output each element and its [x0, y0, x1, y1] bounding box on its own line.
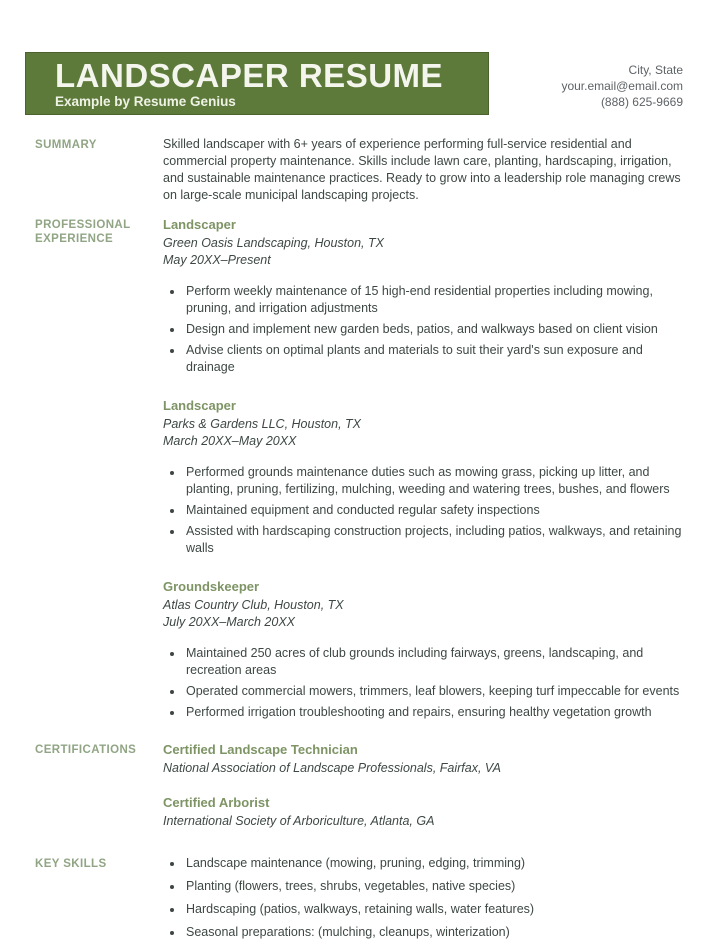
- job-title: Landscaper: [163, 217, 236, 232]
- page-title: LANDSCAPER RESUME: [55, 57, 444, 94]
- job-bullet-list: [163, 464, 685, 557]
- certification-org: International Society of Arboriculture, Atlanta, GA: [163, 814, 435, 828]
- job-bullet: • Assisted with hardscaping construction projects, including patios, walkways, and retaining walls: [184, 523, 685, 557]
- certification-title: Certified Arborist: [163, 795, 270, 810]
- section-label-key-skills: KEY SKILLS: [35, 858, 107, 870]
- job-company: Parks & Gardens LLC, Houston, TX: [163, 417, 362, 431]
- key-skills-list: [163, 855, 685, 941]
- job-bullet-list: [163, 645, 685, 721]
- job-bullet: • Design and implement new garden beds, patios, and walkways based on client vision: [184, 321, 685, 338]
- job-company: Green Oasis Landscaping, Houston, TX: [163, 236, 384, 250]
- job-bullet: • Perform weekly maintenance of 15 high-end residential properties including mowing, pruning, and irrigation adjustments: [184, 283, 685, 317]
- section-label-experience: PROFESSIONAL EXPERIENCE: [35, 219, 131, 245]
- job-bullet: • Performed grounds maintenance duties such as mowing grass, picking up litter, and planting, pruning, fertilizing, mulching, weeding and watering trees, bushes, and flowers: [184, 464, 685, 498]
- contact-block: [561, 62, 683, 110]
- skill-bullet: • Hardscaping (patios, walkways, retaining walls, water features): [184, 901, 685, 918]
- skill-bullet: • Seasonal preparations: (mulching, cleanups, winterization): [184, 924, 685, 941]
- job-bullet: • Advise clients on optimal plants and materials to suit their yard's sun exposure and drainage: [184, 342, 685, 376]
- section-label-certifications: CERTIFICATIONS: [35, 744, 137, 756]
- job-entry-2: [163, 397, 685, 557]
- job-entry-3: [163, 578, 685, 721]
- certification-title: Certified Landscape Technician: [163, 742, 358, 757]
- job-dates: July 20XX–March 20XX: [163, 615, 296, 629]
- job-bullet: • Maintained 250 acres of club grounds including fairways, greens, landscaping, and recreation areas: [184, 645, 685, 679]
- job-bullet-list: [163, 283, 685, 376]
- contact-email: your.email@email.com: [561, 79, 683, 93]
- job-company: Atlas Country Club, Houston, TX: [163, 598, 344, 612]
- contact-phone: (888) 625-9669: [600, 95, 683, 109]
- experience-section: [0, 216, 720, 721]
- job-dates: May 20XX–Present: [163, 253, 271, 267]
- resume-banner: [25, 52, 489, 115]
- certification-entry-1: [163, 741, 685, 777]
- certification-entry-2: [163, 794, 685, 830]
- contact-location: City, State: [628, 63, 683, 77]
- job-entry-1: [163, 216, 685, 376]
- page-subtitle: Example by Resume Genius: [55, 94, 236, 109]
- certification-org: National Association of Landscape Professionals, Fairfax, VA: [163, 761, 501, 775]
- section-label-summary: SUMMARY: [35, 139, 97, 151]
- resume-body: [0, 136, 720, 941]
- job-title: Landscaper: [163, 398, 236, 413]
- job-title: Groundskeeper: [163, 579, 260, 594]
- job-bullet: • Performed irrigation troubleshooting and repairs, ensuring healthy vegetation growth: [184, 704, 685, 721]
- job-bullet: • Maintained equipment and conducted regular safety inspections: [184, 502, 685, 519]
- job-bullet: • Operated commercial mowers, trimmers, leaf blowers, keeping turf impeccable for events: [184, 683, 685, 700]
- job-dates: March 20XX–May 20XX: [163, 434, 297, 448]
- key-skills-section: [0, 855, 720, 941]
- skill-bullet: • Planting (flowers, trees, shrubs, vegetables, native species): [184, 878, 685, 895]
- skill-bullet: • Landscape maintenance (mowing, pruning, edging, trimming): [184, 855, 685, 872]
- summary-text: Skilled landscaper with 6+ years of experience performing full-service residential and commercial property maintenance. Skills include lawn care, planting, hardscaping, irrigation, and sustainable maintenance practices. Ready to grow into a leadership role managing crews on large-scale municipal landscaping projects.: [163, 137, 681, 202]
- summary-section: [0, 136, 720, 204]
- certifications-section: [0, 741, 720, 830]
